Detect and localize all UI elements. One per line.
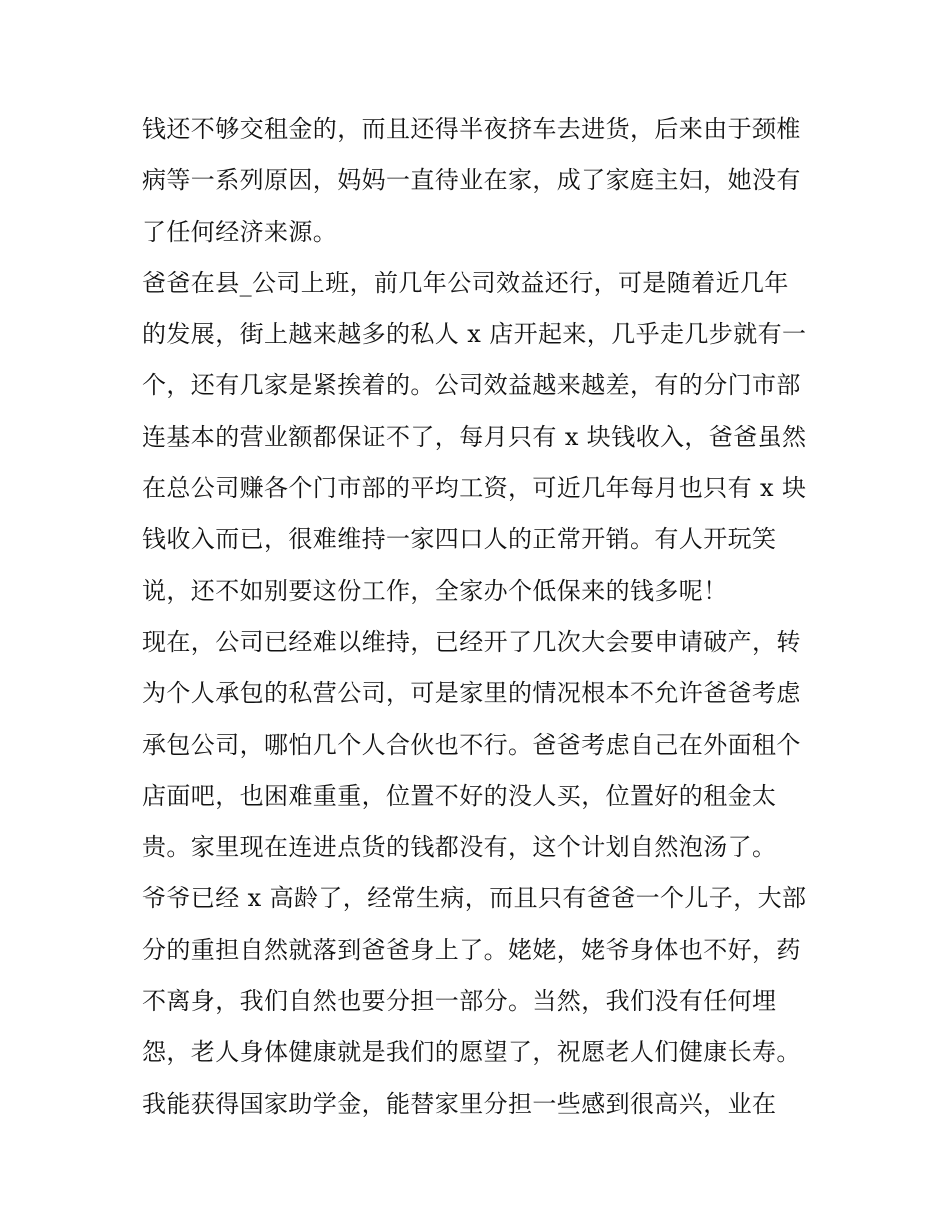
text-line: 承包公司，哪怕几个人合伙也不行。爸爸考虑自己在外面租个: [142, 730, 801, 759]
text-line: 钱收入而已，很难维持一家四口人的正常开销。有人开玩笑: [142, 525, 777, 554]
text-line: 怨，老人身体健康就是我们的愿望了，祝愿老人们健康长寿。: [142, 1038, 801, 1067]
text-line: 爸爸在县_公司上班，前几年公司效益还行，可是随着近几年: [142, 268, 789, 297]
text-line: 我能获得国家助学金，能替家里分担一些感到很高兴，业在: [142, 1089, 777, 1118]
text-line: 连基本的营业额都保证不了，每月只有 x 块钱收入，爸爸虽然: [142, 422, 807, 451]
text-line: 说，还不如别要这份工作，全家办个低保来的钱多呢！: [142, 576, 728, 605]
body-text: [142, 104, 822, 1130]
text-line: 爷爷已经 x 高龄了，经常生病，而且只有爸爸一个儿子，大部: [142, 884, 807, 913]
text-line: 分的重担自然就落到爸爸身上了。姥姥，姥爷身体也不好，药: [142, 935, 801, 964]
text-line: 贵。家里现在连进点货的钱都没有，这个计划自然泡汤了。: [142, 833, 777, 862]
text-line: 不离身，我们自然也要分担一部分。当然，我们没有任何埋: [142, 987, 777, 1016]
text-line: 病等一系列原因，妈妈一直待业在家，成了家庭主妇，她没有: [142, 166, 801, 195]
text-line: 个，还有几家是紧挨着的。公司效益越来越差，有的分门市部: [142, 371, 801, 400]
text-line: 了任何经济来源。: [142, 217, 338, 246]
text-line: 钱还不够交租金的，而且还得半夜挤车去进货，后来由于颈椎: [142, 115, 801, 143]
text-line: 为个人承包的私营公司，可是家里的情况根本不允许爸爸考虑: [142, 679, 801, 708]
text-line: 的发展，街上越来越多的私人 x 店开起来，几乎走几步就有一: [142, 320, 807, 349]
text-line: 在总公司赚各个门市部的平均工资，可近几年每月也只有 x 块: [142, 474, 807, 503]
text-line: 店面吧，也困难重重，位置不好的没人买，位置好的租金太: [142, 781, 777, 810]
text-line: 现在，公司已经难以维持，已经开了几次大会要申请破产，转: [142, 627, 801, 656]
